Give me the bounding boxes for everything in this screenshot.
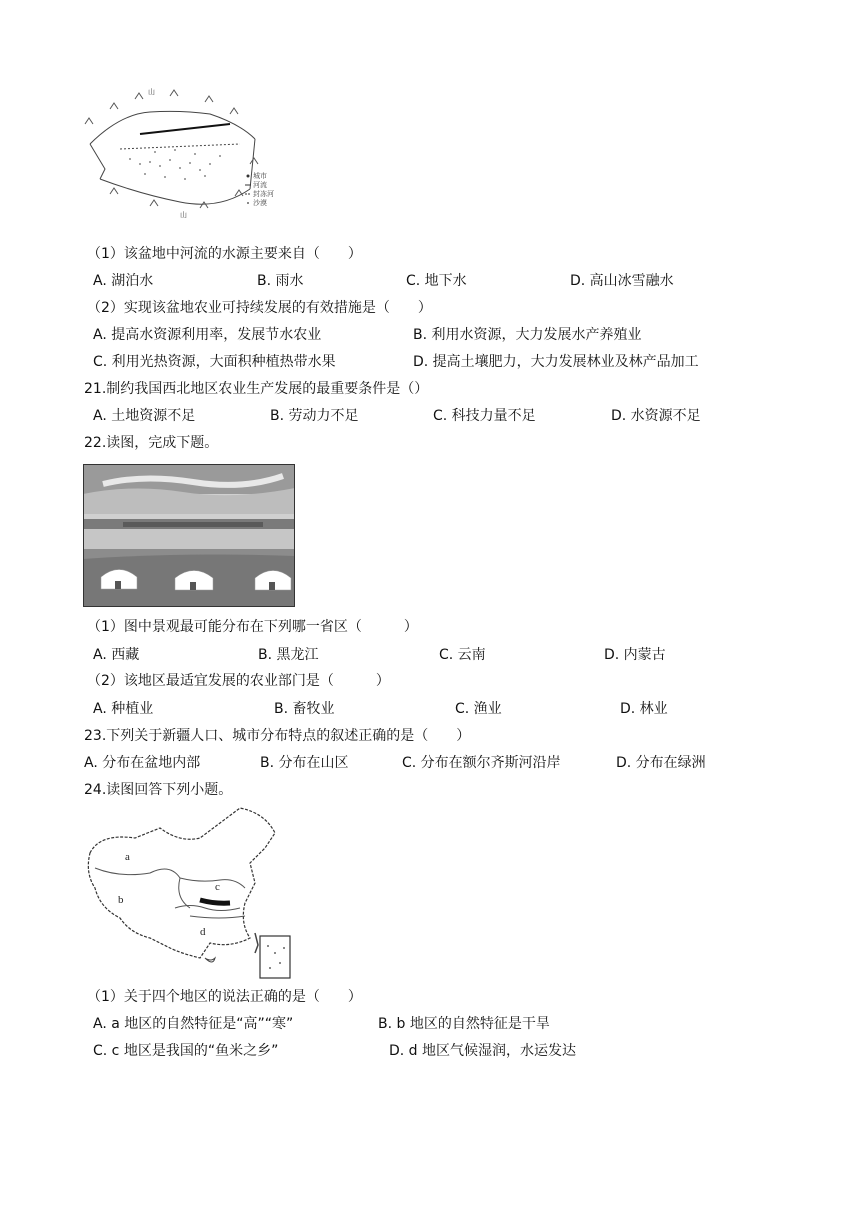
q23-option-a[interactable]: A. 分布在盆地内部 <box>84 755 201 771</box>
region-label-a: a <box>125 851 130 863</box>
q24-sub1-option-b[interactable]: B. b 地区的自然特征是干旱 <box>378 1016 550 1032</box>
svg-text:河流: 河流 <box>253 181 267 189</box>
region-label-b: b <box>118 894 124 906</box>
q23-option-b[interactable]: B. 分布在山区 <box>260 755 349 771</box>
q22-stem: 22.读图，完成下题。 <box>84 435 219 451</box>
q24-sub1-option-d[interactable]: D. d 地区气候湿润，水运发达 <box>389 1043 577 1059</box>
q23-stem: 23.下列关于新疆人口、城市分布特点的叙述正确的是（ ） <box>84 728 471 744</box>
q21-option-c[interactable]: C. 科技力量不足 <box>433 408 536 424</box>
q20-sub1-stem: （1）该盆地中河流的水源主要来自（ ） <box>87 246 362 262</box>
q24-stem: 24.读图回答下列小题。 <box>84 782 233 798</box>
mountain-label-top: 山 <box>148 88 155 96</box>
q22-sub1-option-c[interactable]: C. 云南 <box>439 647 486 663</box>
q20-sub2-option-b[interactable]: B. 利用水资源，大力发展水产养殖业 <box>413 327 642 343</box>
q20-sub1-option-d[interactable]: D. 高山冰雪融水 <box>570 273 674 289</box>
q22-sub2-stem: （2）该地区最适宜发展的农业部门是（ ） <box>87 673 390 689</box>
q20-sub2-option-d[interactable]: D. 提高土壤肥力，大力发展林业及林产品加工 <box>413 354 699 370</box>
q20-sub1-option-c[interactable]: C. 地下水 <box>406 273 467 289</box>
q20-sub2-option-a[interactable]: A. 提高水资源利用率，发展节水农业 <box>93 327 322 343</box>
mountain-label-bottom: 山 <box>180 211 187 219</box>
q22-sub1-option-d[interactable]: D. 内蒙古 <box>604 647 666 663</box>
svg-text:沙漠: 沙漠 <box>253 199 267 207</box>
q22-sub2-option-b[interactable]: B. 畜牧业 <box>274 701 335 717</box>
q21-stem: 21.制约我国西北地区农业生产发展的最重要条件是（） <box>84 381 429 397</box>
china-regions-map <box>80 808 295 980</box>
q22-sub1-stem: （1）图中景观最可能分布在下列哪一省区（ ） <box>87 619 418 635</box>
svg-text:城市: 城市 <box>253 172 267 180</box>
basin-map-figure <box>80 84 274 220</box>
q20-sub1-option-b[interactable]: B. 雨水 <box>257 273 304 289</box>
q24-sub1-stem: （1）关于四个地区的说法正确的是（ ） <box>87 989 362 1005</box>
q20-sub1-option-a[interactable]: A. 湖泊水 <box>93 273 154 289</box>
q22-sub2-option-a[interactable]: A. 种植业 <box>93 701 154 717</box>
grassland-yurt-photo <box>83 464 295 607</box>
q20-sub2-option-c[interactable]: C. 利用光热资源，大面积种植热带水果 <box>93 354 336 370</box>
q23-option-c[interactable]: C. 分布在额尔齐斯河沿岸 <box>402 755 561 771</box>
q23-option-d[interactable]: D. 分布在绿洲 <box>616 755 706 771</box>
q22-sub1-option-b[interactable]: B. 黑龙江 <box>258 647 319 663</box>
q20-sub2-stem: （2）实现该盆地农业可持续发展的有效措施是（ ） <box>87 300 432 316</box>
q24-sub1-option-a[interactable]: A. a 地区的自然特征是“高”“寒” <box>93 1016 294 1032</box>
q22-sub1-option-a[interactable]: A. 西藏 <box>93 647 140 663</box>
q22-sub2-option-d[interactable]: D. 林业 <box>620 701 668 717</box>
q21-option-d[interactable]: D. 水资源不足 <box>611 408 701 424</box>
q21-option-a[interactable]: A. 土地资源不足 <box>93 408 196 424</box>
region-label-d: d <box>200 926 206 938</box>
q24-sub1-option-c[interactable]: C. c 地区是我国的“鱼米之乡” <box>93 1043 279 1059</box>
q21-option-b[interactable]: B. 劳动力不足 <box>270 408 359 424</box>
svg-text:封冻河: 封冻河 <box>253 190 274 198</box>
q22-sub2-option-c[interactable]: C. 渔业 <box>455 701 502 717</box>
region-label-c: c <box>215 881 220 893</box>
